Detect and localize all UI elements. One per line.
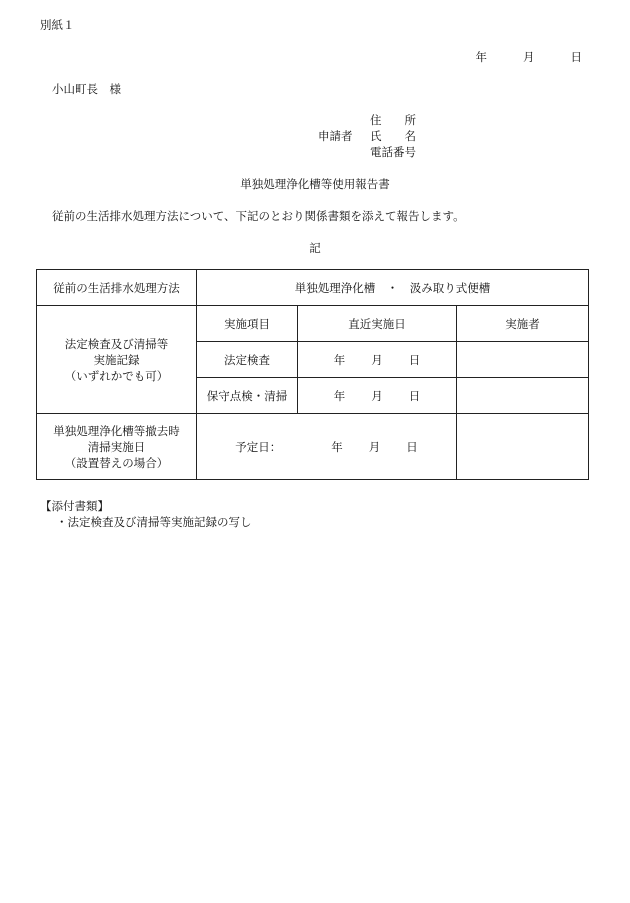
- phone-label: 電話番号: [370, 145, 416, 159]
- col-header-person: 実施者: [457, 306, 589, 342]
- name-label: 氏 名: [370, 129, 416, 143]
- scheduled-label: 予定日：: [235, 439, 282, 454]
- removal-label-cell: [37, 414, 197, 480]
- legal-inspection-person-field[interactable]: [457, 342, 589, 378]
- record-label-line-2: 実施記録: [93, 352, 140, 367]
- address-label: 住 所: [370, 113, 416, 127]
- col-header-date: 直近実施日: [298, 306, 457, 342]
- removal-extra-field[interactable]: [457, 414, 589, 480]
- legal-inspection-date-field[interactable]: [298, 342, 457, 378]
- maintenance-month-label: 月: [371, 388, 383, 403]
- annex-label: 別紙１: [40, 18, 75, 32]
- date-month-label: 月: [523, 50, 535, 64]
- method-value-cell[interactable]: 単独処理浄化槽 ・ 汲み取り式便槽: [197, 270, 589, 306]
- row-maintenance-label: 保守点検・清掃: [197, 378, 298, 414]
- legal-inspection-year-label: 年: [333, 352, 346, 367]
- scheduled-day-label: 日: [406, 439, 418, 454]
- scheduled-date-field[interactable]: [197, 414, 457, 480]
- maintenance-day-label: 日: [408, 388, 421, 403]
- record-label-line-1: 法定検査及び清掃等: [64, 336, 169, 351]
- method-label-cell: 従前の生活排水処理方法: [37, 270, 197, 306]
- addressee: 小山町長 様: [52, 82, 121, 96]
- applicant-block: [318, 112, 418, 160]
- submission-date: [476, 49, 583, 65]
- ki-heading: 記: [309, 241, 321, 255]
- body-text: 従前の生活排水処理方法について、下記のとおり関係書類を添えて報告します。: [52, 209, 465, 223]
- maintenance-person-field[interactable]: [457, 378, 589, 414]
- report-table: [36, 269, 589, 480]
- record-label-cell: [37, 306, 197, 414]
- attachment-item: ・法定検査及び清掃等実施記録の写し: [56, 515, 252, 529]
- col-header-item: 実施項目: [197, 306, 298, 342]
- attachments-heading: 【添付書類】: [40, 499, 109, 513]
- scheduled-year-label: 年: [331, 439, 343, 454]
- removal-label-line-3: （設置替えの場合）: [64, 455, 169, 470]
- scheduled-month-label: 月: [368, 439, 381, 454]
- date-day-label: 日: [570, 50, 582, 64]
- maintenance-date-field[interactable]: [298, 378, 457, 414]
- record-label-line-3: （いずれかでも可）: [64, 368, 169, 383]
- applicant-role: 申請者: [318, 129, 353, 143]
- date-year-label: 年: [475, 50, 487, 64]
- document-title: 単独処理浄化槽等使用報告書: [240, 177, 390, 191]
- legal-inspection-month-label: 月: [371, 352, 383, 367]
- removal-label-line-2: 清掃実施日: [87, 439, 146, 454]
- maintenance-year-label: 年: [333, 388, 346, 403]
- removal-label-line-1: 単独処理浄化槽等撤去時: [53, 423, 180, 438]
- row-legal-inspection-label: 法定検査: [197, 342, 298, 378]
- legal-inspection-day-label: 日: [408, 352, 421, 367]
